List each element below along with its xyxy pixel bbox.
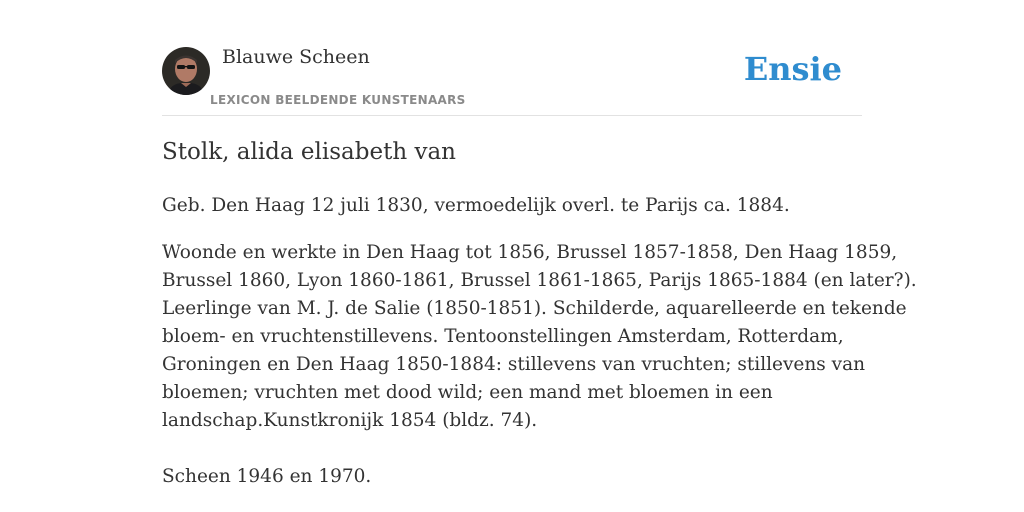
avatar[interactable] bbox=[162, 47, 210, 95]
brand-logo[interactable]: Ensie bbox=[743, 50, 842, 88]
biography-line: Leerlinge van M. J. de Salie (1850-1851). Schilderde, aquarelleerde en tekende bbox=[162, 298, 907, 319]
article-title: Stolk, alida elisabeth van bbox=[162, 139, 456, 165]
author-name[interactable]: Blauwe Scheen bbox=[222, 46, 370, 68]
biography-line: Woonde en werkte in Den Haag tot 1856, Brussel 1857-1858, Den Haag 1859, bbox=[162, 242, 898, 263]
user-avatar-icon bbox=[162, 47, 210, 95]
biography-line: bloem- en vruchtenstillevens. Tentoonstellingen Amsterdam, Rotterdam, bbox=[162, 326, 844, 347]
biography-line: landschap.Kunstkronijk 1854 (bldz. 74). bbox=[162, 410, 538, 431]
biography-line: Brussel 1860, Lyon 1860-1861, Brussel 1861-1865, Parijs 1865-1884 (en later?). bbox=[162, 270, 917, 291]
source-label[interactable]: LEXICON BEELDENDE KUNSTENAARS bbox=[210, 93, 466, 107]
biography-line: Groningen en Den Haag 1850-1884: stillevens van vruchten; stillevens van bbox=[162, 354, 866, 375]
paragraph-biography bbox=[162, 239, 917, 435]
paragraph-birth-death: Geb. Den Haag 12 juli 1830, vermoedelijk overl. te Parijs ca. 1884. bbox=[162, 195, 790, 216]
paragraph-source-reference: Scheen 1946 en 1970. bbox=[162, 466, 372, 487]
header-divider bbox=[162, 115, 862, 116]
biography-line: bloemen; vruchten met dood wild; een mand met bloemen in een bbox=[162, 382, 773, 403]
